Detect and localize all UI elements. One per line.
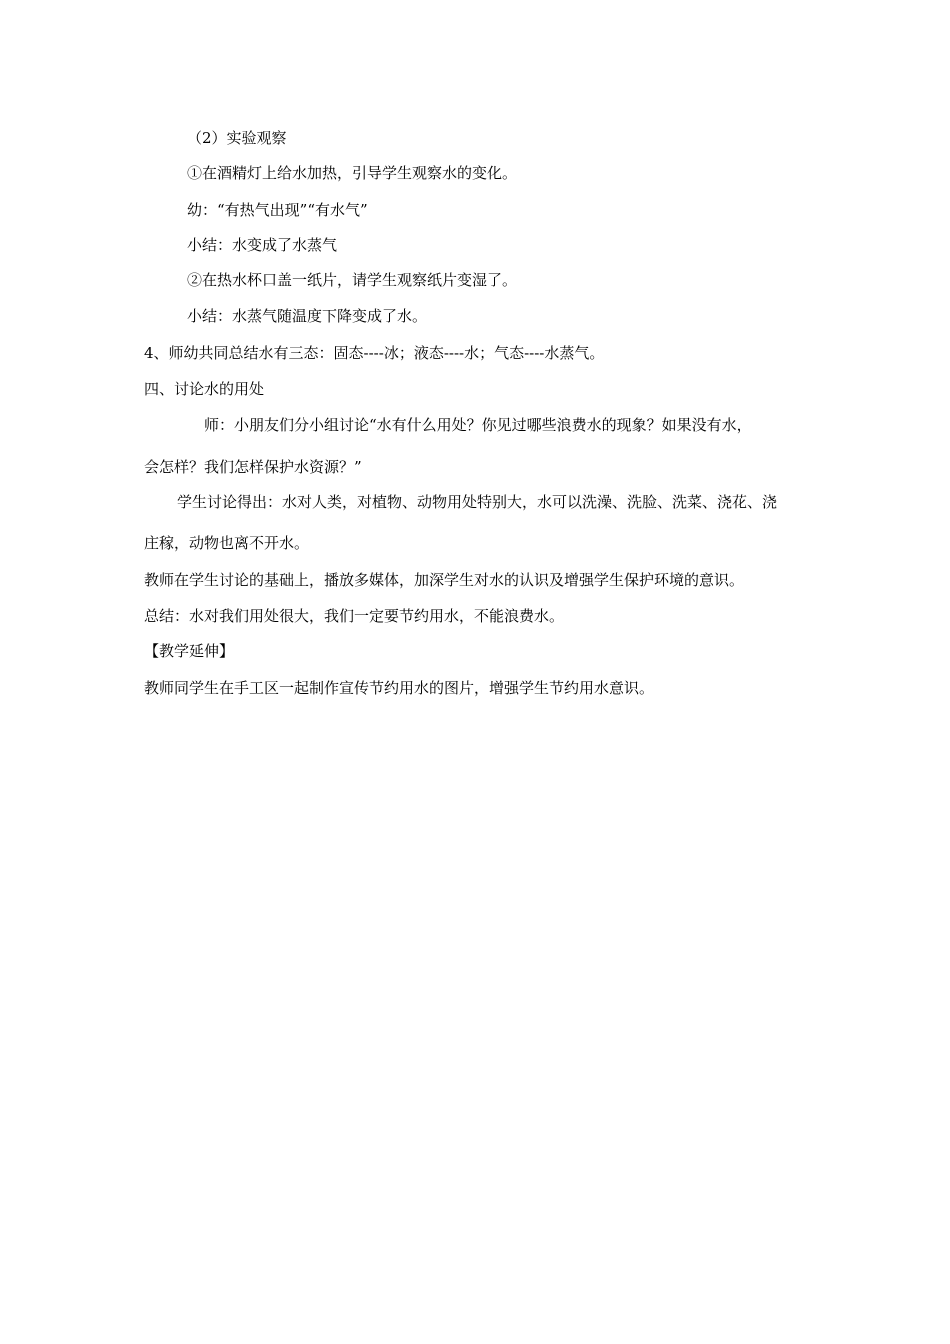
final-summary: 总结：水对我们用处很大，我们一定要节约用水，不能浪费水。 bbox=[144, 607, 565, 625]
section-heading-discussion: 四、讨论水的用处 bbox=[144, 380, 265, 398]
extension-paragraph: 教师同学生在手工区一起制作宣传节约用水的图片，增强学生节约用水意识。 bbox=[144, 679, 655, 697]
teacher-prompt-line-1: 师：小朋友们分小组讨论“水有什么用处？你见过哪些浪费水的现象？如果没有水， bbox=[204, 416, 752, 434]
experiment-step-1: ①在酒精灯上给水加热，引导学生观察水的变化。 bbox=[187, 164, 518, 182]
teacher-prompt-line-2: 会怎样？我们怎样保护水资源？” bbox=[144, 458, 362, 476]
summary-2: 小结：水蒸气随温度下降变成了水。 bbox=[187, 307, 428, 325]
experiment-step-2: ②在热水杯口盖一纸片，请学生观察纸片变湿了。 bbox=[187, 271, 518, 289]
section-heading-extension: 【教学延伸】 bbox=[144, 642, 235, 660]
teacher-multimedia-paragraph: 教师在学生讨论的基础上，播放多媒体，加深学生对水的认识及增强学生保护环境的意识。 bbox=[144, 571, 745, 589]
student-conclusion-line-1: 学生讨论得出：水对人类，对植物、动物用处特别大，水可以洗澡、洗脸、洗菜、浇花、浇 bbox=[177, 493, 778, 511]
three-states-summary: 4、师幼共同总结水有三态：固态----冰；液态----水；气态----水蒸气。 bbox=[144, 344, 605, 362]
subsection-heading-experiment: （2）实验观察 bbox=[187, 129, 287, 147]
student-conclusion-line-2: 庄稼，动物也离不开水。 bbox=[144, 534, 310, 552]
child-response: 幼：“有热气出现”“有水气” bbox=[187, 201, 368, 219]
summary-1: 小结：水变成了水蒸气 bbox=[187, 236, 338, 254]
